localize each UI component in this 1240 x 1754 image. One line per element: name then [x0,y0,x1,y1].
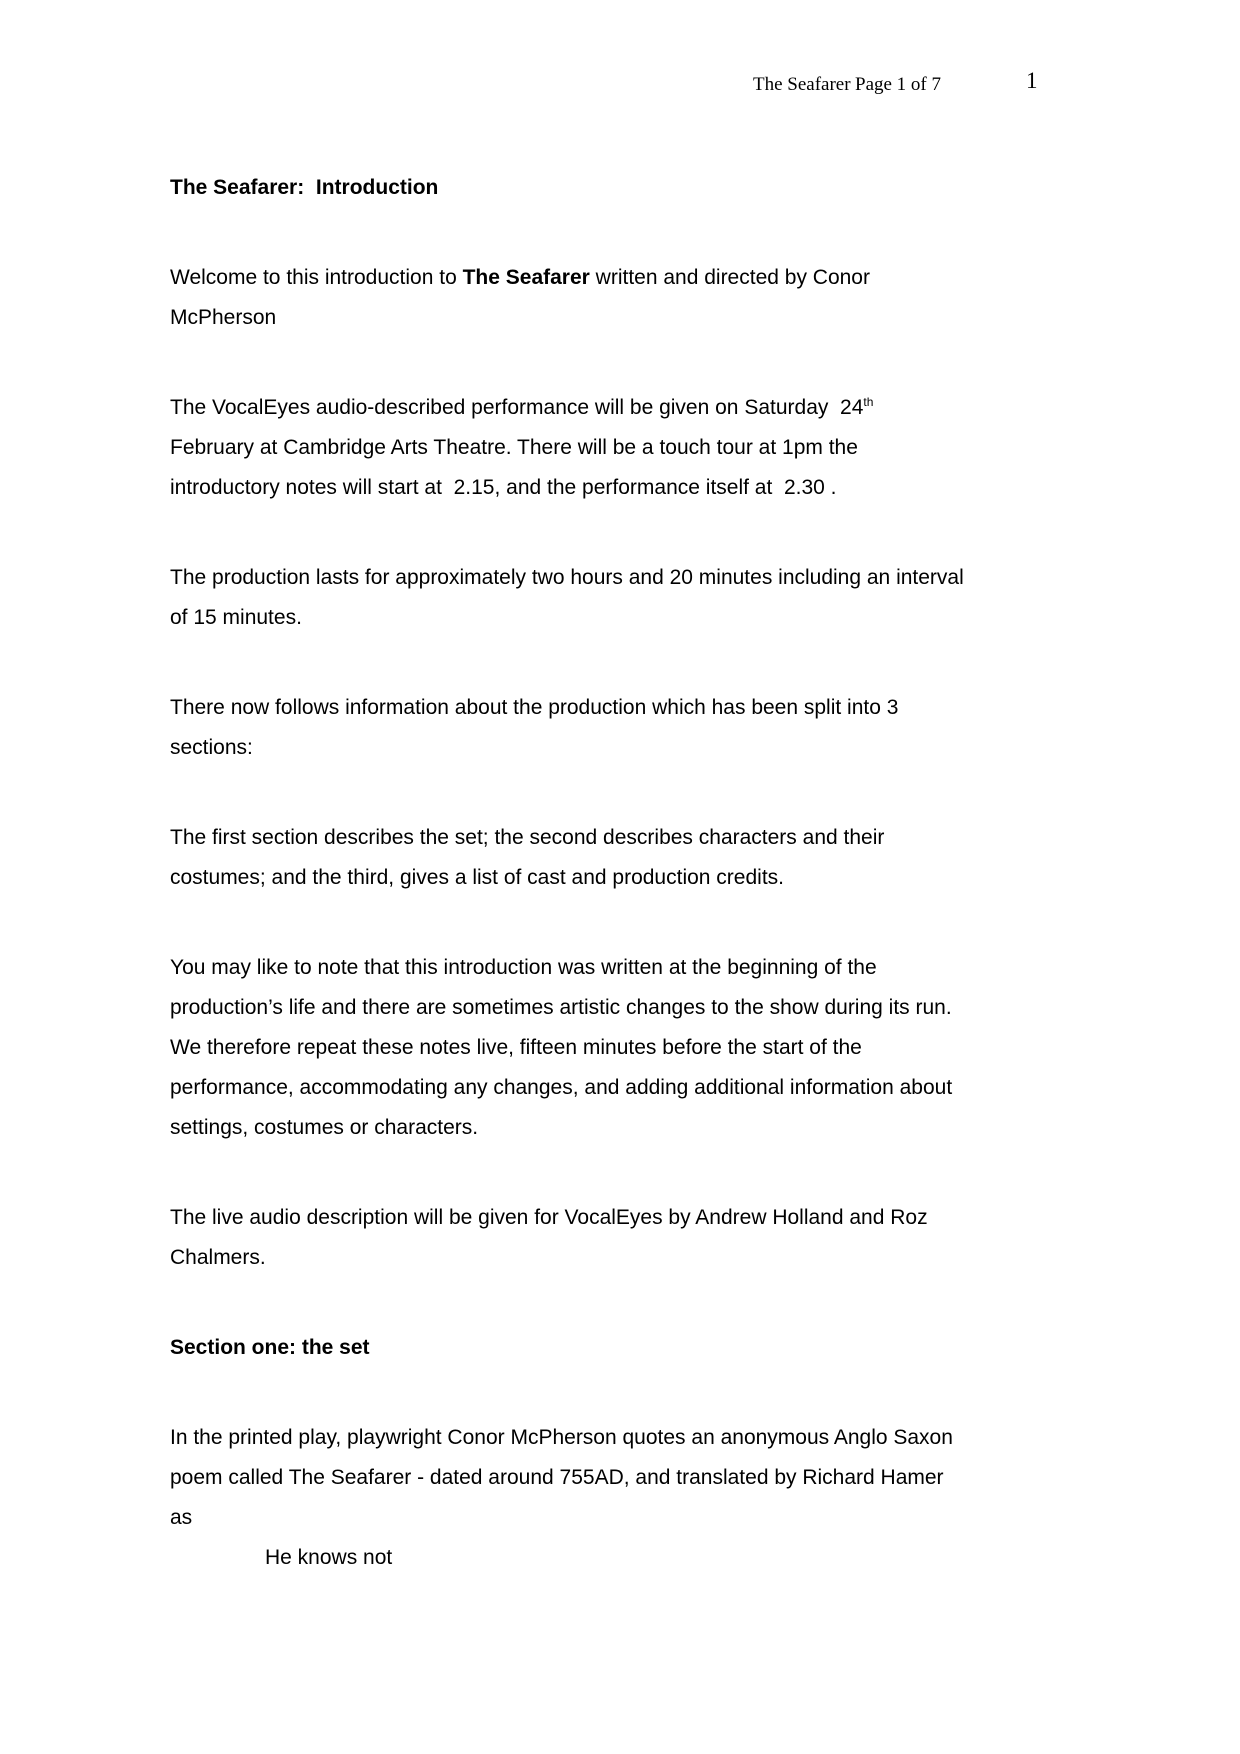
text-segment: The production lasts for approximately two hours and 20 minutes including an interval [170,566,964,589]
text-segment: There now follows information about the production which has been split into 3 [170,696,899,719]
text-segment: introductory notes will start at 2.15, and the performance itself at 2.30 . [170,476,837,499]
document-body [170,168,1040,1628]
text-line [170,428,1040,468]
page-number: 1 [1026,68,1038,93]
text-line [170,258,1040,298]
text-segment: He knows not [265,1546,393,1569]
paragraph-sections-list [170,818,1040,898]
paragraph-sections-intro [170,688,1040,768]
text-segment: Chalmers. [170,1246,266,1269]
text-line [170,688,1040,728]
text-segment: Welcome to this introduction to [170,266,463,289]
text-line [170,858,1040,898]
text-segment: February at Cambridge Arts Theatre. There will be a touch tour at 1pm the [170,436,858,459]
text-segment: poem called The Seafarer - dated around 755AD, and translated by Richard Hamer [170,1466,944,1489]
text-segment: The first section describes the set; the second describes characters and their [170,826,885,849]
text-line [170,1418,1040,1458]
text-segment: performance, accommodating any changes, and adding additional information about [170,1076,953,1099]
text-segment: sections: [170,736,253,759]
text-line [170,1108,1040,1148]
text-segment: McPherson [170,306,277,329]
text-line [170,1328,1040,1368]
superscript-text: th [863,395,874,409]
text-segment: The VocalEyes audio-described performance will be given on Saturday 24 [170,396,864,419]
text-line [170,598,1040,638]
text-line [170,1028,1040,1068]
text-line [170,1238,1040,1278]
text-segment: of 15 minutes. [170,606,302,629]
text-segment: The live audio description will be given for VocalEyes by Andrew Holland and Roz [170,1206,928,1229]
paragraph-performance-details [170,388,1040,508]
header-document-title: The Seafarer [753,74,851,95]
page-header [0,0,1240,120]
text-line [170,468,1040,508]
text-segment: Section one: the set [170,1336,370,1359]
text-line [170,1198,1040,1238]
text-segment: You may like to note that this introduction was written at the beginning of the [170,956,877,979]
text-segment: production’s life and there are sometimes artistic changes to the show during its run. [170,996,952,1019]
text-line [170,388,1040,428]
text-segment: costumes; and the third, gives a list of cast and production credits. [170,866,784,889]
text-line [170,988,1040,1028]
text-line [170,298,1040,338]
paragraph-welcome [170,258,1040,338]
text-line [170,1068,1040,1108]
text-line [170,168,1040,208]
text-segment: as [170,1506,193,1529]
text-line [170,948,1040,988]
text-segment: settings, costumes or characters. [170,1116,479,1139]
text-line [170,1498,1040,1538]
paragraph-describers [170,1198,1040,1278]
text-segment: We therefore repeat these notes live, fifteen minutes before the start of the [170,1036,862,1059]
text-line [170,728,1040,768]
paragraph-section-one-intro [170,1418,1040,1578]
text-line [170,558,1040,598]
text-line [170,1538,1040,1578]
document-title-heading [170,168,1040,208]
section-one-heading [170,1328,1040,1368]
text-segment: The Seafarer [462,266,590,289]
text-segment: In the printed play, playwright Conor McPherson quotes an anonymous Anglo Saxon [170,1426,953,1449]
paragraph-duration [170,558,1040,638]
text-line [170,1458,1040,1498]
text-line [170,818,1040,858]
text-segment: written and directed by Conor [589,266,870,289]
text-segment: The Seafarer: Introduction [170,176,439,199]
paragraph-notes-disclaimer [170,948,1040,1148]
header-page-label: Page 1 of 7 [855,74,942,95]
